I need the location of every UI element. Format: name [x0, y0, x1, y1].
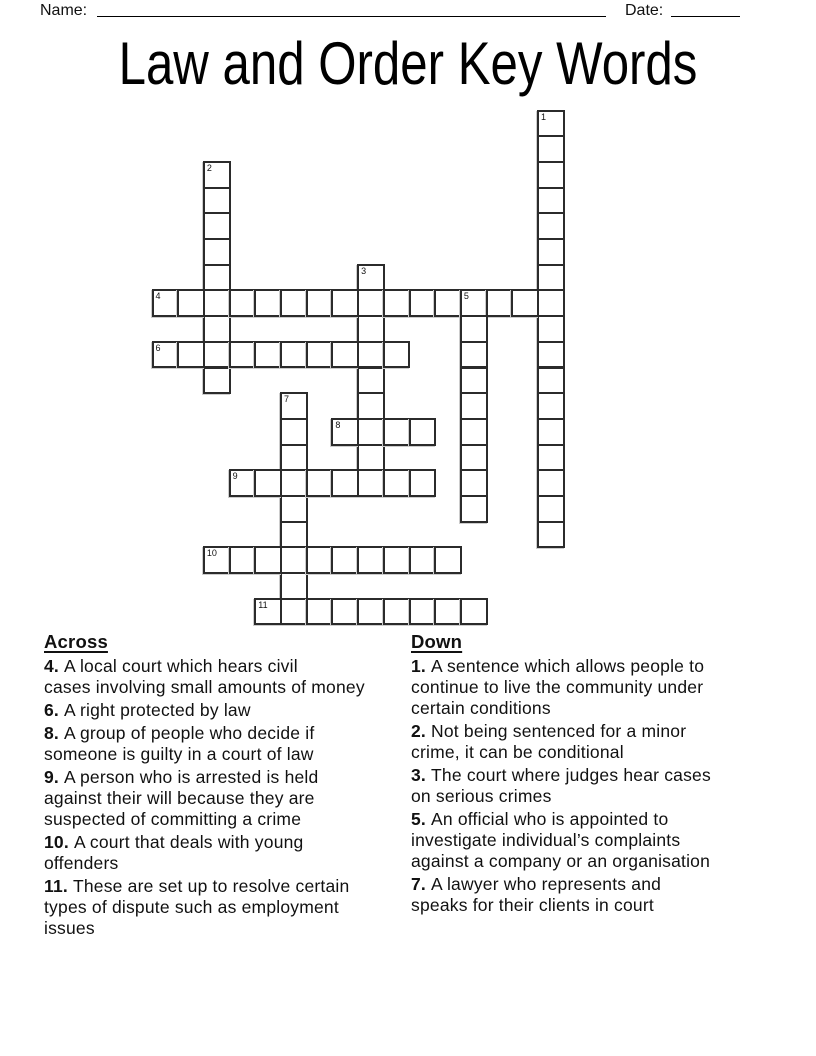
grid-cell[interactable] [537, 341, 565, 369]
grid-cell[interactable] [229, 341, 257, 369]
clue-number: 3. [411, 765, 426, 786]
clue-7-down [411, 874, 711, 916]
clue-number: 1. [411, 656, 426, 676]
clue-line: 8. A group of people who decide if [44, 722, 315, 743]
clue-9-across [44, 767, 365, 831]
grid-cell[interactable] [383, 598, 411, 626]
clue-line: 1. A sentence which allows people to [411, 656, 705, 676]
grid-cell[interactable] [152, 341, 180, 369]
clue-number: 7. [411, 874, 426, 895]
cell-number: 6 [155, 342, 161, 353]
grid-cell[interactable] [383, 418, 411, 446]
grid-cell[interactable] [280, 392, 308, 420]
grid-cell[interactable] [280, 598, 308, 626]
grid-cell[interactable] [280, 418, 308, 446]
cell-number: 9 [232, 471, 238, 482]
clue-6-across [44, 700, 365, 721]
down-heading: Down [411, 631, 463, 652]
grid-cell[interactable] [357, 598, 385, 626]
grid-cell[interactable] [460, 341, 488, 369]
grid-cell[interactable] [537, 212, 565, 240]
grid-cell[interactable] [306, 341, 334, 369]
grid-cell[interactable] [357, 264, 385, 292]
cell-number: 1 [541, 111, 547, 122]
grid-cell[interactable] [537, 495, 565, 523]
grid-cell[interactable] [203, 289, 231, 317]
grid-cell[interactable] [331, 469, 359, 497]
grid-cell[interactable] [357, 315, 385, 343]
clue-line: crime, it can be conditional [411, 742, 624, 763]
clue-2-down [411, 721, 711, 763]
grid-cell[interactable] [460, 598, 488, 626]
grid-cell[interactable] [357, 546, 385, 574]
grid-cell[interactable] [177, 341, 205, 369]
grid-cell[interactable] [306, 598, 334, 626]
grid-cell[interactable] [537, 367, 565, 395]
grid-cell[interactable] [383, 469, 411, 497]
grid-cell[interactable] [357, 444, 385, 472]
clue-line: 3. The court where judges hear cases [411, 765, 711, 786]
clue-line: against their will because they are [44, 787, 315, 808]
clue-number: 9. [44, 766, 59, 787]
grid-cell[interactable] [537, 469, 565, 497]
grid-cell[interactable] [486, 289, 514, 317]
grid-cell[interactable] [280, 572, 308, 600]
grid-cell[interactable] [383, 546, 411, 574]
cell-number: 7 [284, 394, 290, 405]
grid-cell[interactable] [254, 341, 282, 369]
grid-cell[interactable] [357, 289, 385, 317]
grid-cell[interactable] [280, 495, 308, 523]
cell-number: 11 [258, 599, 268, 610]
clue-line: suspected of committing a crime [44, 808, 302, 829]
grid-cell[interactable] [511, 289, 539, 317]
cell-number: 8 [335, 419, 341, 430]
clue-number: 2. [411, 721, 426, 742]
grid-cell[interactable] [537, 418, 565, 446]
grid-cell[interactable] [152, 289, 180, 317]
clue-line: 4. A local court which hears civil [44, 656, 298, 676]
grid-cell[interactable] [203, 264, 231, 292]
grid-cell[interactable] [229, 469, 257, 497]
cell-number: 4 [155, 291, 161, 302]
grid-cell[interactable] [203, 161, 231, 189]
grid-cell[interactable] [409, 469, 437, 497]
grid-cell[interactable] [537, 110, 565, 138]
grid-cell[interactable] [203, 367, 231, 395]
clue-line: 7. A lawyer who represents and [411, 874, 662, 895]
grid-cell[interactable] [460, 469, 488, 497]
name-label: Name: [40, 2, 88, 19]
grid-cell[interactable] [254, 598, 282, 626]
grid-cell[interactable] [537, 135, 565, 163]
grid-cell[interactable] [203, 187, 231, 215]
grid-cell[interactable] [203, 546, 231, 574]
grid-cell[interactable] [460, 495, 488, 523]
clue-3-down [411, 765, 711, 807]
grid-cell[interactable] [203, 341, 231, 369]
clue-line: cases involving small amounts of money [44, 677, 365, 698]
clue-number: 11. [44, 875, 68, 896]
clue-line: investigate individual’s complaints [411, 830, 681, 851]
clue-line: 6. A right protected by law [44, 699, 251, 720]
grid-cell[interactable] [254, 546, 282, 574]
worksheet-title: Law and Order Key Words [118, 30, 698, 97]
clue-11-across [44, 876, 365, 940]
grid-cell[interactable] [460, 289, 488, 317]
grid-cell[interactable] [203, 315, 231, 343]
down-clues-section [411, 631, 711, 918]
clue-4-across [44, 656, 365, 698]
grid-cell[interactable] [460, 418, 488, 446]
clue-line: someone is guilty in a court of law [44, 743, 314, 764]
down-clues-list [411, 656, 711, 916]
grid-cell[interactable] [203, 238, 231, 266]
grid-cell[interactable] [280, 546, 308, 574]
grid-cell[interactable] [177, 289, 205, 317]
clue-8-across [44, 723, 365, 765]
grid-cell[interactable] [331, 546, 359, 574]
clue-5-down [411, 809, 711, 873]
clue-line: issues [44, 917, 95, 938]
grid-cell[interactable] [383, 289, 411, 317]
grid-cell[interactable] [434, 546, 462, 574]
grid-cell[interactable] [306, 469, 334, 497]
grid-cell[interactable] [357, 418, 385, 446]
grid-cell[interactable] [331, 418, 359, 446]
clue-line: against a company or an organisation [411, 851, 711, 872]
clue-line: continue to live the community under [411, 677, 704, 698]
clue-10-across [44, 832, 365, 874]
grid-cell[interactable] [280, 341, 308, 369]
grid-cell[interactable] [434, 598, 462, 626]
grid-cell[interactable] [383, 341, 411, 369]
clue-line: certain conditions [411, 698, 551, 719]
grid-cell[interactable] [280, 521, 308, 549]
grid-cell[interactable] [357, 341, 385, 369]
grid-cell[interactable] [254, 289, 282, 317]
clue-line: on serious crimes [411, 786, 552, 807]
grid-cell[interactable] [537, 238, 565, 266]
cell-number: 5 [463, 291, 469, 302]
clue-line: types of dispute such as employment [44, 896, 339, 917]
grid-cell[interactable] [537, 161, 565, 189]
grid-cell[interactable] [537, 315, 565, 343]
cell-number: 10 [206, 548, 217, 559]
clue-number: 4. [44, 656, 59, 676]
clue-line: 11. These are set up to resolve certain [44, 875, 350, 896]
clue-1-down [411, 656, 711, 720]
grid-cell[interactable] [331, 598, 359, 626]
clue-line: 10. A court that deals with young [44, 831, 304, 852]
date-label: Date: [625, 2, 664, 19]
grid-cell[interactable] [331, 289, 359, 317]
grid-cell[interactable] [280, 469, 308, 497]
grid-cell[interactable] [331, 341, 359, 369]
clue-line: 2. Not being sentenced for a minor [411, 721, 687, 742]
clue-line: 9. A person who is arrested is held [44, 766, 319, 787]
grid-cell[interactable] [409, 598, 437, 626]
grid-cell[interactable] [409, 289, 437, 317]
clue-line: 5. An official who is appointed to [411, 808, 669, 829]
clue-number: 8. [44, 722, 59, 743]
across-clues-section [44, 631, 365, 941]
grid-cell[interactable] [357, 367, 385, 395]
grid-cell[interactable] [537, 521, 565, 549]
grid-cell[interactable] [537, 289, 565, 317]
grid-cell[interactable] [280, 444, 308, 472]
clue-line: offenders [44, 852, 119, 873]
across-clues-list [44, 656, 365, 939]
grid-cell[interactable] [357, 392, 385, 420]
cell-number: 2 [206, 162, 212, 173]
grid-cell[interactable] [409, 418, 437, 446]
grid-cell[interactable] [460, 367, 488, 395]
grid-cell[interactable] [357, 469, 385, 497]
grid-cell[interactable] [460, 444, 488, 472]
grid-cell[interactable] [229, 546, 257, 574]
grid-cell[interactable] [280, 289, 308, 317]
grid-cell[interactable] [537, 187, 565, 215]
grid-cell[interactable] [537, 392, 565, 420]
grid-cell[interactable] [409, 546, 437, 574]
clue-number: 6. [44, 699, 59, 720]
grid-cell[interactable] [229, 289, 257, 317]
grid-cell[interactable] [537, 444, 565, 472]
grid-cell[interactable] [460, 392, 488, 420]
across-heading: Across [44, 631, 108, 652]
grid-cell[interactable] [203, 212, 231, 240]
grid-cell[interactable] [434, 289, 462, 317]
grid-cell[interactable] [254, 469, 282, 497]
clue-number: 10. [44, 831, 69, 852]
grid-cell[interactable] [460, 315, 488, 343]
grid-cell[interactable] [306, 546, 334, 574]
clue-line: speaks for their clients in court [411, 895, 654, 916]
clue-number: 5. [411, 808, 426, 829]
grid-cell[interactable] [537, 264, 565, 292]
cell-number: 3 [361, 265, 367, 276]
grid-cell[interactable] [306, 289, 334, 317]
